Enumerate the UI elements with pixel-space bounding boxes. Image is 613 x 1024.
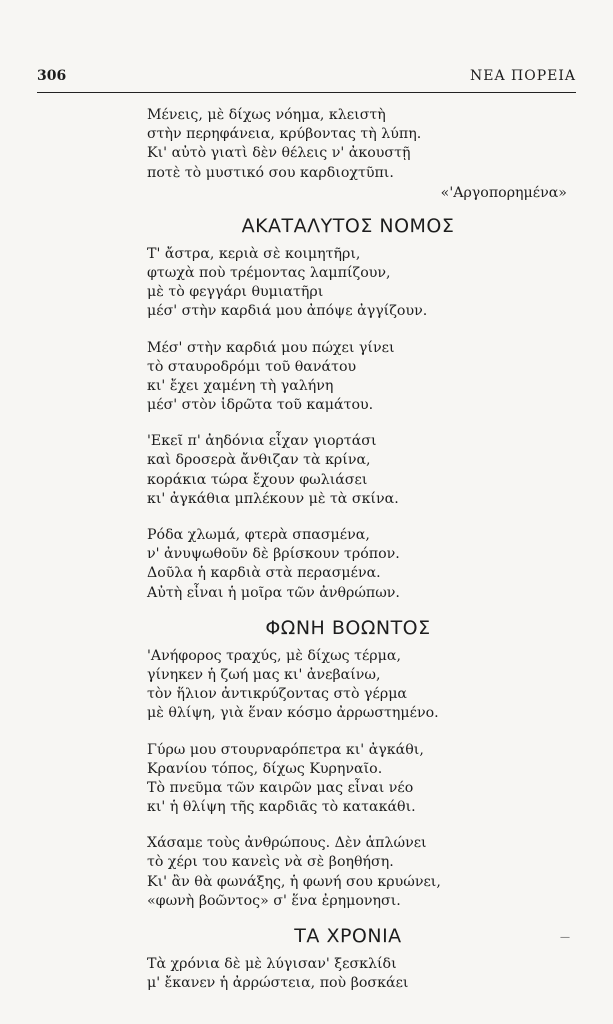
poem-title: ΤΑ ΧΡΟΝΙΑ bbox=[294, 925, 402, 947]
stanza bbox=[147, 834, 567, 911]
poem-line: μ' ἔκανεν ἡ ἀρρώστεια, ποὺ βοσκάει bbox=[147, 975, 409, 992]
attribution: «'Αργοπορημένα» bbox=[440, 184, 567, 201]
poem-line: μὲ τὸ φεγγάρι θυμιατῆρι bbox=[147, 284, 324, 301]
poem-title: ΑΚΑΤΑΛΥΤΟΣ ΝΟΜΟΣ bbox=[241, 214, 455, 237]
poem-line: «φωνὴ βοῶντος» σ' ἕνα ἐρημονησι. bbox=[147, 892, 401, 909]
poem-line: Τὸ πνεῦμα τῶν καιρῶν μας εἶναι νέο bbox=[147, 779, 414, 796]
page-number: 306 bbox=[37, 68, 67, 84]
poem-line: 'Ανήφορος τραχύς, μὲ δίχως τέρμα, bbox=[147, 647, 401, 664]
poem-line: Κι' αὐτὸ γιατὶ δὲν θέλεις ν' ἀκουστῇ bbox=[147, 145, 411, 162]
scan-mark: — bbox=[560, 932, 570, 943]
stanza bbox=[147, 432, 567, 509]
intro-stanza bbox=[147, 106, 567, 183]
poem-line: μέσ' στὴν καρδιά μου ἀπόψε ἀγγίζουν. bbox=[147, 303, 428, 320]
poem-line: μέσ' στὸν ἱδρῶτα τοῦ καμάτου. bbox=[147, 397, 374, 414]
stanza bbox=[147, 245, 567, 322]
poem-line: μὲ θλίψη, γιὰ ἕναν κόσμο ἀρρωστημένο. bbox=[147, 705, 439, 722]
running-head: ΝΕΑ ΠΟΡΕΙΑ bbox=[470, 68, 576, 84]
poem-line: Γύρω μου στουρναρόπετρα κι' ἀγκάθι, bbox=[147, 741, 424, 758]
poem-line: Κι' ἂν θὰ φωνάξης, ἡ φωνή σου κρυώνει, bbox=[147, 873, 441, 890]
poem-line: τὸ χέρι του κανεὶς νὰ σὲ βοηθήση. bbox=[147, 854, 394, 871]
poem-line: κι' ἡ θλίψη τῆς καρδιᾶς τὸ κατακάθι. bbox=[147, 799, 416, 816]
poem-line: φτωχὰ ποὺ τρέμοντας λαμπίζουν, bbox=[147, 264, 391, 281]
stanza bbox=[147, 526, 567, 603]
stanza bbox=[147, 955, 567, 993]
stanza bbox=[147, 339, 567, 416]
poem-line: Τὰ χρόνια δὲ μὲ λύγισαν' ξεσκλίδι bbox=[147, 956, 397, 972]
poem-line: Τ' ἄστρα, κεριὰ σὲ κοιμητῆρι, bbox=[147, 245, 361, 262]
poem-line: Μέσ' στὴν καρδιά μου πώχει γίνει bbox=[147, 339, 395, 356]
poem-title: ΦΩΝΗ ΒΟΩΝΤΟΣ bbox=[265, 616, 431, 639]
poem-line: τὸν ἥλιον ἀντικρύζοντας στὸ γέρμα bbox=[147, 686, 408, 703]
poem-line: κι' ἀγκάθια μπλέκουν μὲ τὰ σκίνα. bbox=[147, 490, 399, 507]
page-content bbox=[147, 106, 567, 1010]
poem-line: στὴν περηφάνεια, κρύβοντας τὴ λύπη. bbox=[147, 126, 422, 143]
poem-line: 'Εκεῖ π' ἀηδόνια εἶχαν γιορτάσι bbox=[147, 433, 377, 450]
stanza bbox=[147, 741, 567, 818]
poem-line: κι' ἔχει χαμένη τὴ γαλήνη bbox=[147, 377, 334, 394]
poem-line: Δοῦλα ἡ καρδιὰ στὰ περασμένα. bbox=[147, 565, 381, 582]
poem-line: Ρόδα χλωμά, φτερὰ σπασμένα, bbox=[147, 527, 370, 543]
poem-line: Μένεις, μὲ δίχως νόημα, κλειστὴ bbox=[147, 107, 386, 123]
poem-line: κοράκια τώρα ἔχουν φωλιάσει bbox=[147, 471, 368, 488]
poem-line: καὶ δροσερὰ ἄνθιζαν τὰ κρίνα, bbox=[147, 452, 371, 469]
header-rule bbox=[37, 92, 576, 93]
poem-line: Αὐτὴ εἶναι ἡ μοῖρα τῶν ἀνθρώπων. bbox=[147, 584, 400, 601]
poem-line: Χάσαμε τοὺς ἀνθρώπους. Δὲν ἁπλώνει bbox=[147, 835, 427, 852]
poem-line: ν' ἀνυψωθοῦν δὲ βρίσκουν τρόπον. bbox=[147, 546, 400, 563]
poem-line: Κρανίου τόπος, δίχως Κυρηναῖο. bbox=[147, 760, 383, 777]
poem-line: ποτὲ τὸ μυστικό σου καρδιοχτῦπι. bbox=[147, 164, 394, 181]
poem-line: γίνηκεν ἡ ζωή μας κι' ἀνεβαίνω, bbox=[147, 666, 381, 683]
poem-line: τὸ σταυροδρόμι τοῦ θανάτου bbox=[147, 358, 357, 375]
stanza bbox=[147, 647, 567, 724]
